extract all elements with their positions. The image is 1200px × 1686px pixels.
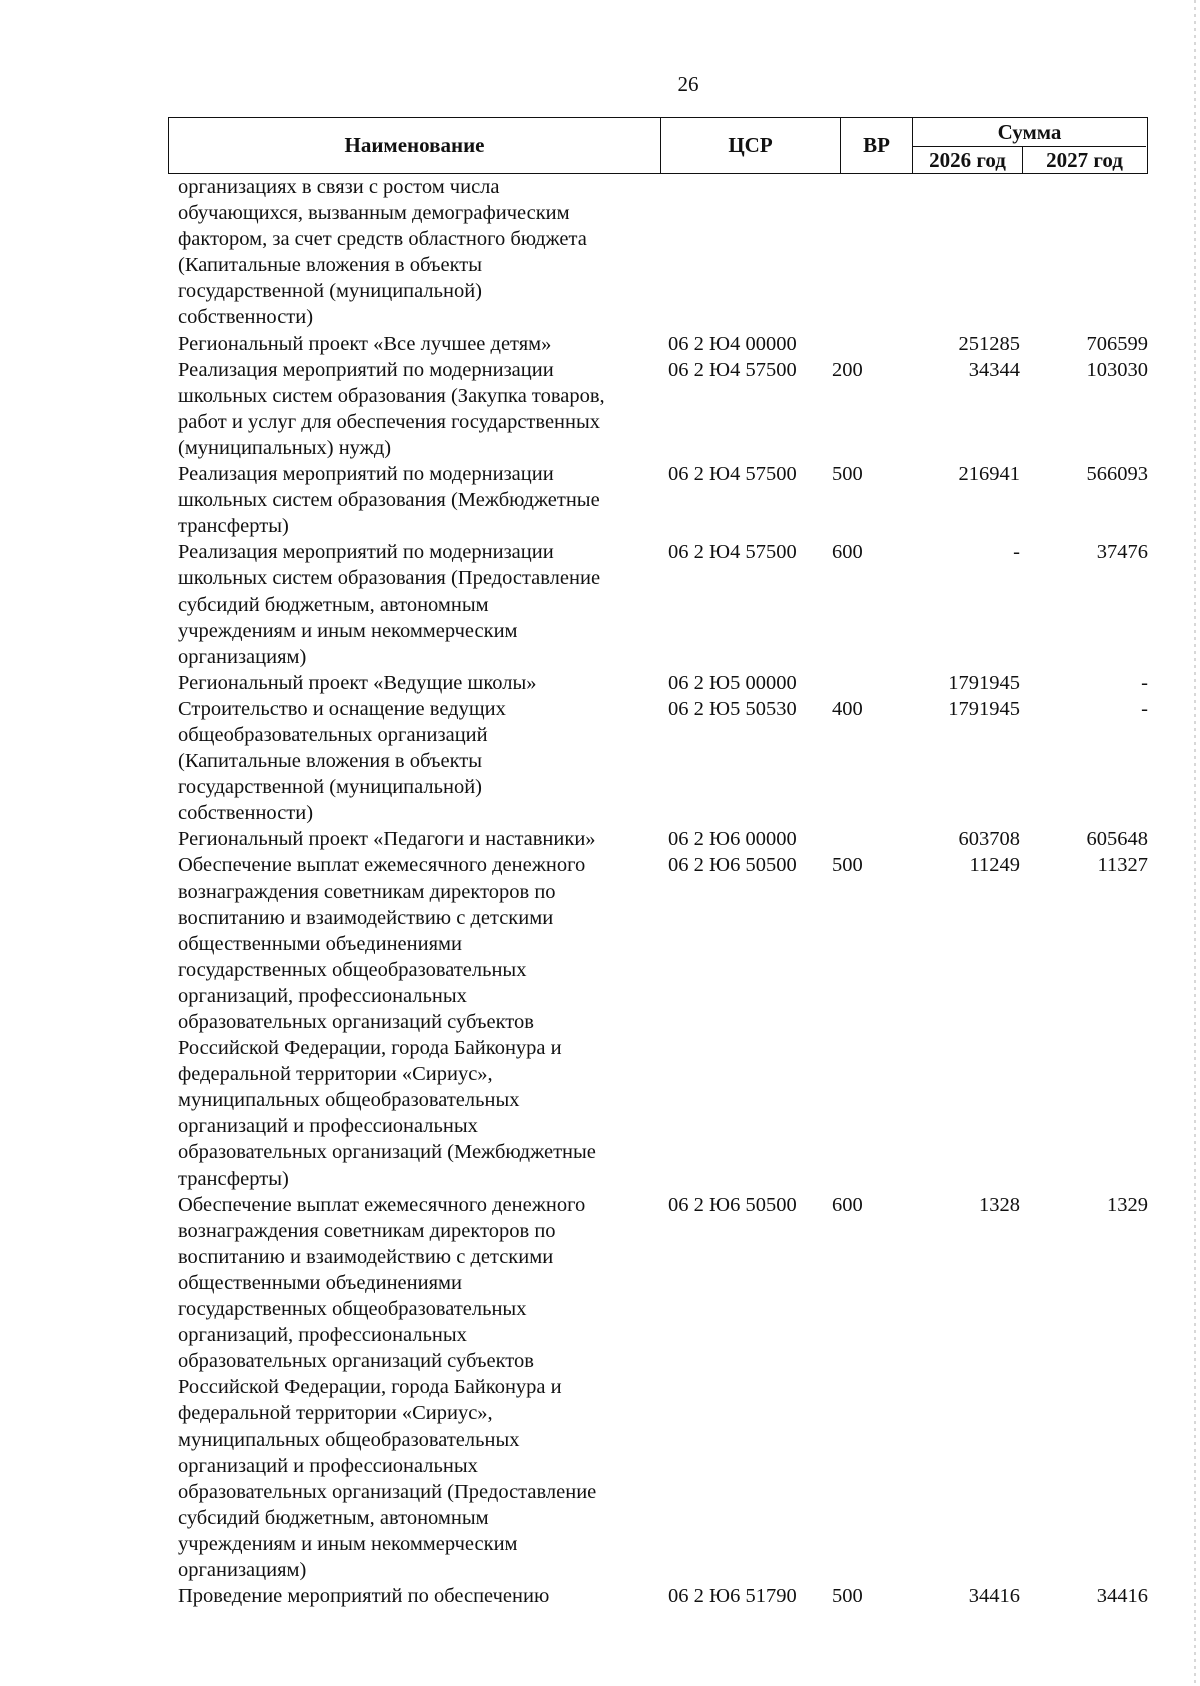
row-name: Проведение мероприятий по обеспечению: [178, 1585, 550, 1608]
row-sum-2026: 216941: [958, 463, 1020, 486]
header-vr: ВР: [841, 118, 913, 173]
row-sum-2026: 34344: [968, 358, 1020, 381]
row-sum-2026: 251285: [958, 332, 1020, 355]
row-name: организациях в связи с ростом числа обучающихся, вызванным демографическим фактором, за счет средств областного бюджета (Капитальные вложения в объекты государственной (муниципальной) собственности): [178, 176, 587, 329]
row-sum-2027: 37476: [1096, 541, 1148, 564]
header-csr: ЦСР: [661, 118, 841, 173]
row-sum-2026: -: [1013, 541, 1020, 564]
table-row: [178, 696, 1158, 826]
table-row: [178, 670, 1158, 696]
row-sum-2027: -: [1141, 697, 1148, 720]
row-vr: 400: [832, 697, 863, 720]
header-sum: Сумма: [913, 118, 1146, 147]
row-csr: 06 2 Ю5 50530: [668, 697, 797, 720]
scan-edge-artifact: [1194, 0, 1196, 1686]
table-row: [178, 461, 1158, 539]
row-vr: 200: [832, 358, 863, 381]
table-row: [178, 539, 1158, 669]
row-name: Обеспечение выплат ежемесячного денежного вознаграждения советникам директоров по воспитанию и взаимодействию с детскими общественными объединениями государственных общеобразовательных организаций, профессиональных образовательных организаций субъектов Российской Федерации, города Байконура и федеральной территории «Сириус», муниципальных общеобразовательных организаций и профессиональных образовательных организаций (Межбюджетные трансферты): [178, 854, 596, 1190]
row-name: Реализация мероприятий по модернизации школьных систем образования (Межбюджетные трансферты): [178, 463, 600, 538]
page-number: 26: [677, 72, 699, 96]
row-sum-2027: 11327: [1097, 854, 1148, 877]
row-sum-2027: 706599: [1086, 332, 1148, 355]
row-vr: 500: [832, 1585, 863, 1608]
table-row: [178, 357, 1158, 461]
table-row: [178, 174, 1158, 331]
row-vr: 500: [832, 463, 863, 486]
header-year-2027: 2027 год: [1046, 147, 1123, 172]
row-vr: 500: [832, 854, 863, 877]
row-sum-2027: 566093: [1086, 463, 1148, 486]
table-row: [178, 331, 1158, 357]
row-csr: 06 2 Ю4 57500: [668, 463, 797, 486]
row-name: Реализация мероприятий по модернизации школьных систем образования (Закупка товаров, работ и услуг для обеспечения государственных (муниципальных) нужд): [178, 358, 605, 459]
table-header: [168, 117, 1148, 174]
row-csr: 06 2 Ю4 00000: [668, 332, 797, 355]
row-name: Региональный проект «Ведущие школы»: [178, 671, 537, 694]
row-vr: 600: [832, 541, 863, 564]
table-row: [178, 1583, 1158, 1609]
row-sum-2026: 1791945: [948, 697, 1020, 720]
row-sum-2026: 34416: [968, 1585, 1020, 1608]
row-sum-2026: 11249: [969, 854, 1020, 877]
table-row: [178, 852, 1158, 1191]
header-name: Наименование: [169, 118, 661, 173]
table-row: [178, 826, 1158, 852]
row-sum-2027: 1329: [1107, 1193, 1148, 1216]
row-sum-2027: 605648: [1086, 828, 1148, 851]
row-sum-2027: -: [1141, 671, 1148, 694]
row-sum-2026: 1791945: [948, 671, 1020, 694]
row-csr: 06 2 Ю4 57500: [668, 541, 797, 564]
row-vr: 600: [832, 1193, 863, 1216]
row-csr: 06 2 Ю6 50500: [668, 854, 797, 877]
row-csr: 06 2 Ю6 51790: [668, 1585, 797, 1608]
row-csr: 06 2 Ю6 50500: [668, 1193, 797, 1216]
row-sum-2026: 1328: [979, 1193, 1020, 1216]
row-sum-2027: 103030: [1086, 358, 1148, 381]
row-sum-2026: 603708: [958, 828, 1020, 851]
table-row: [178, 1192, 1158, 1583]
row-name: Реализация мероприятий по модернизации школьных систем образования (Предоставление субсидий бюджетным, автономным учреждениям и иным некоммерческим организациям): [178, 541, 601, 668]
row-name: Региональный проект «Все лучшее детям»: [178, 332, 552, 355]
header-year-2026: 2026 год: [913, 147, 1023, 173]
row-name: Строительство и оснащение ведущих общеобразовательных организаций (Капитальные вложения в объекты государственной (муниципальной) собственности): [178, 697, 506, 825]
row-name: Региональный проект «Педагоги и наставники»: [178, 828, 596, 851]
row-sum-2027: 34416: [1096, 1585, 1148, 1608]
row-csr: 06 2 Ю6 00000: [668, 828, 797, 851]
table-body: [178, 174, 1158, 1609]
row-csr: 06 2 Ю4 57500: [668, 358, 797, 381]
row-csr: 06 2 Ю5 00000: [668, 671, 797, 694]
row-name: Обеспечение выплат ежемесячного денежного вознаграждения советникам директоров по воспитанию и взаимодействию с детскими общественными объединениями государственных общеобразовательных организаций, профессиональных образовательных организаций субъектов Российской Федерации, города Байконура и федеральной территории «Сириус», муниципальных общеобразовательных организаций и профессиональных образовательных организаций (Предоставление субсидий бюджетным, автономным учреждениям и иным некоммерческим организациям): [178, 1193, 597, 1581]
